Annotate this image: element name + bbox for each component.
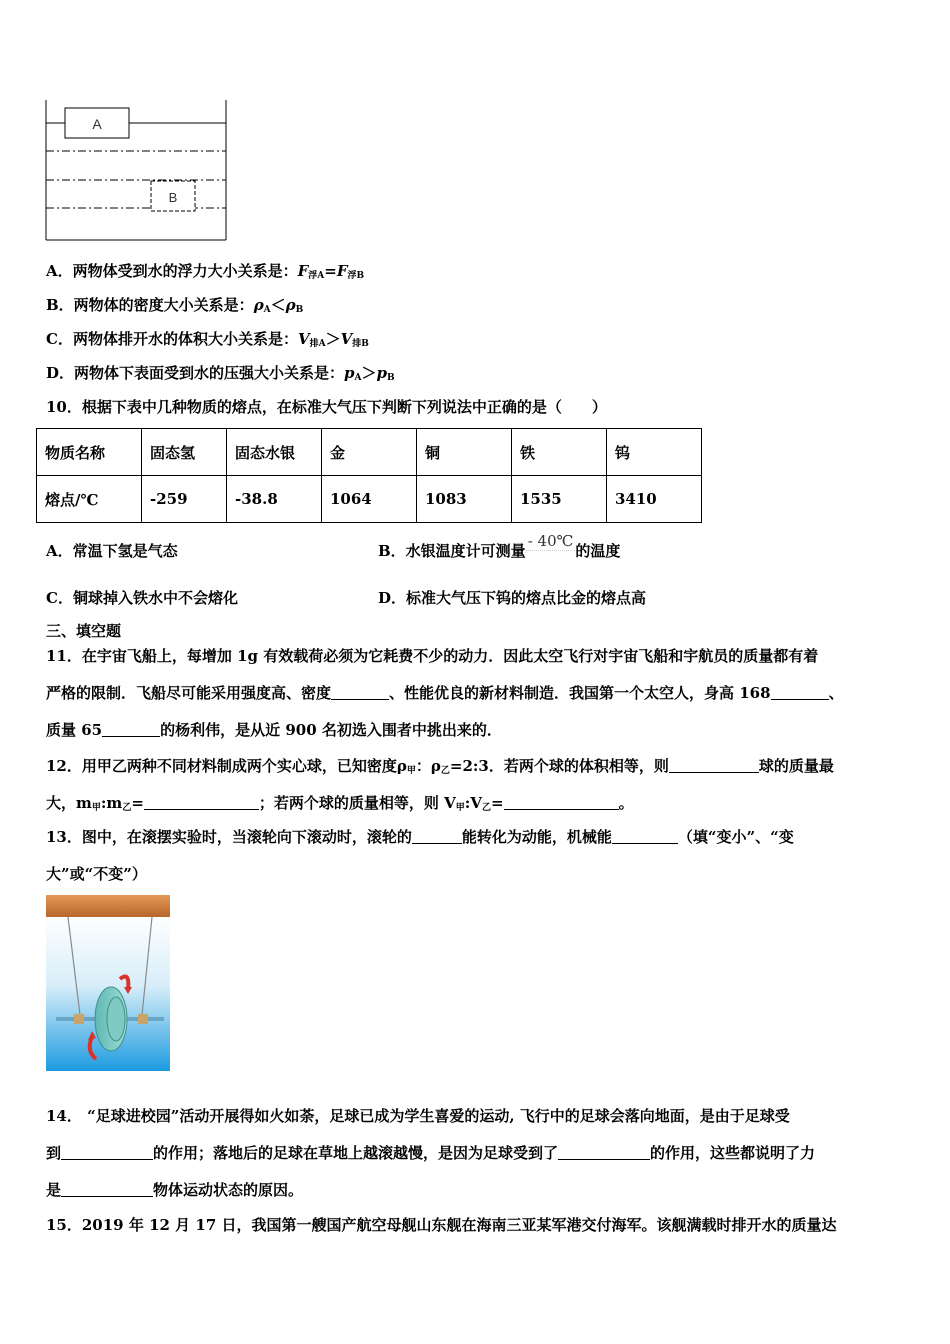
q9-option-b: B．两物体的密度大小关系是：$\rho_A<\rho_B$ [46, 296, 304, 315]
table-cell: 1064 [322, 476, 417, 523]
table-cell: 1535 [512, 476, 607, 523]
q11-line-3: 质量 65 的杨利伟，是从近 900 名初选入围者中挑出来的． [46, 721, 502, 739]
answer-blank[interactable] [558, 1145, 650, 1160]
table-cell: 熔点/℃ [37, 476, 142, 523]
answer-blank[interactable] [412, 829, 462, 844]
pendulum-illustration [46, 895, 170, 1071]
q11-line-2: 严格的限制．飞船尽可能采用强度高、密度 、性能优良的新材料制造．我国第一个太空人，身高 168 、 [46, 684, 844, 702]
q14-line-3: 是 物体运动状态的原因。 [46, 1181, 304, 1199]
q12-line-1: 12．用甲乙两种不同材料制成两个实心球，已知密度$\rho_甲$：$\rho_乙=2:3$．若两个球的体积相等，则 球的质量最 [46, 757, 834, 776]
table-cell: 固态水银 [227, 429, 322, 476]
answer-blank[interactable] [61, 1182, 153, 1197]
table-cell: -259 [142, 476, 227, 523]
q15-line-1: 15．2019 年 12 月 17 日，我国第一艘国产航空母舰山东舰在海南三亚某军港交付海军。该舰满载时排开水的质量达 [46, 1216, 837, 1234]
section-heading: 三、填空题 [46, 622, 122, 640]
q13-line-1: 13．图中，在滚摆实验时，当滚轮向下滚动时，滚轮的 能转化为动能，机械能 （填“变小”、“变 [46, 828, 794, 846]
table-cell: 物质名称 [37, 429, 142, 476]
answer-blank[interactable] [331, 685, 389, 700]
q12-line-2: 大，$m_甲:m_乙=$ ；若两个球的质量相等，则 $V_甲:V_乙=$ 。 [46, 794, 634, 813]
table-cell: 1083 [417, 476, 512, 523]
temperature-image: - 40℃ [527, 532, 574, 550]
block-b-label: B [168, 190, 178, 205]
answer-blank[interactable] [612, 829, 678, 844]
table-cell: 3410 [607, 476, 702, 523]
q14-line-2: 到 的作用；落地后的足球在草地上越滚越慢，是因为足球受到了 的作用，这些都说明了力 [46, 1144, 816, 1162]
q11-line-1: 11．在宇宙飞船上，每增加 1g 有效载荷必须为它耗费不少的动力．因此太空飞行对宇宙飞船和宇航员的质量都有着 [46, 647, 819, 665]
q10-option-c: C．铜球掉入铁水中不会熔化 [46, 589, 238, 607]
q10-option-d: D．标准大气压下钨的熔点比金的熔点高 [378, 589, 647, 607]
answer-blank[interactable] [61, 1145, 153, 1160]
table-cell: 金 [322, 429, 417, 476]
table-header-row [37, 429, 702, 476]
answer-blank[interactable] [144, 795, 259, 810]
answer-blank[interactable] [771, 685, 829, 700]
table-cell: 钨 [607, 429, 702, 476]
container-diagram [40, 96, 235, 246]
q13-line-2: 大”或“不变”） [46, 865, 147, 883]
table-row [37, 476, 702, 523]
answer-blank[interactable] [669, 758, 759, 773]
table-cell: 铁 [512, 429, 607, 476]
q10-option-b: B．水银温度计可测量- 40℃的温度 [378, 532, 621, 560]
answer-blank[interactable] [102, 722, 160, 737]
answer-blank[interactable] [504, 795, 619, 810]
q9-option-d: D．两物体下表面受到水的压强大小关系是：$p_A>p_B$ [46, 364, 395, 383]
melting-point-table [36, 428, 702, 523]
q10-stem: 10．根据下表中几种物质的熔点，在标准大气压下判断下列说法中正确的是（ ） [46, 398, 607, 416]
q10-option-a: A．常温下氢是气态 [46, 542, 178, 560]
table-cell: 铜 [417, 429, 512, 476]
q14-line-1: 14． “足球进校园”活动开展得如火如荼，足球已成为学生喜爱的运动, 飞行中的足球会落向地面，是由于足球受 [46, 1107, 790, 1125]
q9-option-a: A．两物体受到水的浮力大小关系是：$F_{浮A}=F_{浮B}$ [46, 262, 365, 281]
block-a-label: A [92, 116, 102, 132]
q9-option-c: C．两物体排开水的体积大小关系是：$V_{排A}>V_{排B}$ [46, 330, 369, 349]
table-cell: 固态氢 [142, 429, 227, 476]
table-cell: -38.8 [227, 476, 322, 523]
